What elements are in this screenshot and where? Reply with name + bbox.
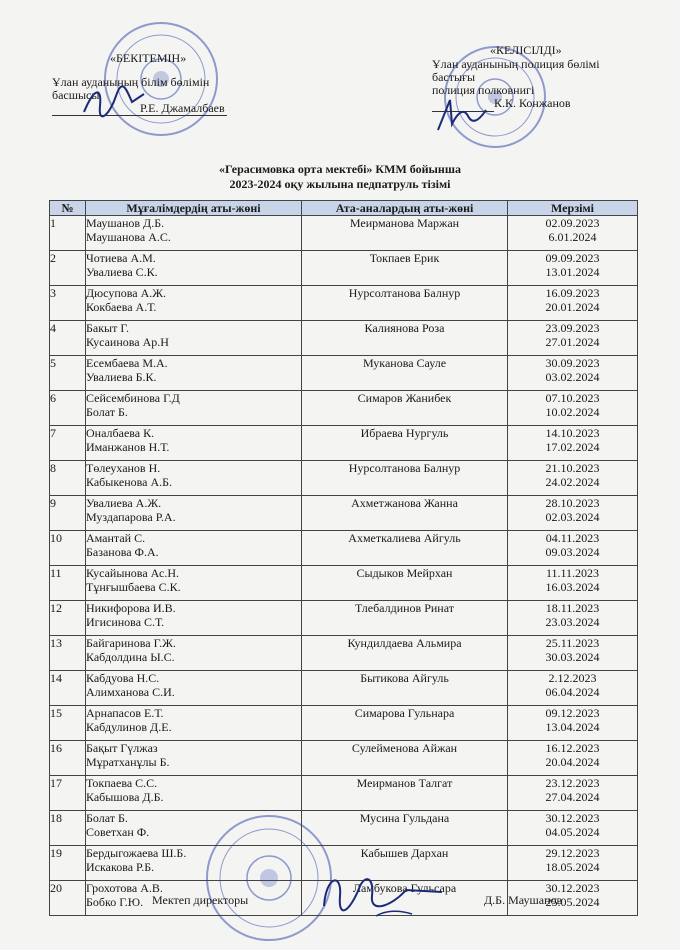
- row-number: 7: [50, 426, 86, 461]
- row-parent: Сулейменова Айжан: [302, 741, 508, 776]
- date-first: 11.11.2023: [545, 566, 600, 580]
- date-first: 16.12.2023: [545, 741, 600, 755]
- row-number: 9: [50, 496, 86, 531]
- row-parent: Ахметжанова Жанна: [302, 496, 508, 531]
- footer-director-name: Д.Б. Маушанов: [484, 893, 563, 907]
- teacher-2: Маушанова А.С.: [86, 230, 171, 244]
- row-dates: [508, 671, 638, 706]
- left-signature: [80, 82, 150, 122]
- heading-line1: «Герасимовка орта мектебі» КММ бойынша: [219, 162, 461, 176]
- table-row: [50, 531, 638, 566]
- row-number: 12: [50, 601, 86, 636]
- document-heading: [0, 162, 680, 192]
- row-teachers: [86, 601, 302, 636]
- approval-left-title: «БЕКІТЕМІН»: [110, 51, 187, 65]
- row-parent: Симаров Жанибек: [302, 391, 508, 426]
- row-parent: Сыдыков Мейрхан: [302, 566, 508, 601]
- row-teachers: [86, 566, 302, 601]
- date-second: 16.03.2024: [545, 580, 600, 594]
- row-dates: [508, 566, 638, 601]
- date-first: 23.12.2023: [545, 776, 600, 790]
- row-dates: [508, 496, 638, 531]
- teacher-2: Тұнғышбаева С.К.: [86, 580, 181, 594]
- date-first: 30.09.2023: [545, 356, 600, 370]
- row-number: 10: [50, 531, 86, 566]
- date-second: 27.04.2024: [545, 790, 600, 804]
- date-first: 25.11.2023: [545, 636, 600, 650]
- table-row: [50, 776, 638, 811]
- approval-right-line3: полиция полковнигі: [432, 83, 535, 97]
- row-parent: Кундилдаева Альмира: [302, 636, 508, 671]
- footer-director-title: Мектеп директоры: [152, 893, 249, 907]
- teacher-1: Арнапасов Е.Т.: [86, 706, 164, 720]
- date-first: 09.12.2023: [545, 706, 600, 720]
- teacher-1: Бакыт Г.: [86, 321, 129, 335]
- approval-right-line1: Ұлан ауданының полиция бөлімі: [432, 57, 600, 71]
- table-row: [50, 286, 638, 321]
- row-number: 2: [50, 251, 86, 286]
- date-second: 06.04.2024: [545, 685, 600, 699]
- date-second: 13.04.2024: [545, 720, 600, 734]
- teacher-1: Дюсупова А.Ж.: [86, 286, 166, 300]
- row-number: 14: [50, 671, 86, 706]
- table-row: [50, 636, 638, 671]
- date-first: 07.10.2023: [545, 391, 600, 405]
- col-header-teachers: Мұғалімдердің аты-жөні: [86, 201, 302, 216]
- date-second: 30.03.2024: [545, 650, 600, 664]
- teacher-2: Муздапарова Р.А.: [86, 510, 176, 524]
- teacher-1: Болат Б.: [86, 811, 128, 825]
- row-teachers: [86, 321, 302, 356]
- row-number: 8: [50, 461, 86, 496]
- heading-line2: 2023-2024 оқу жылына педпатруль тізімі: [229, 177, 451, 191]
- row-teachers: [86, 671, 302, 706]
- row-dates: [508, 811, 638, 846]
- approval-right-name: К.К. Конжанов: [494, 96, 571, 110]
- row-dates: [508, 636, 638, 671]
- row-number: 6: [50, 391, 86, 426]
- teacher-1: Оналбаева К.: [86, 426, 155, 440]
- row-number: 11: [50, 566, 86, 601]
- date-second: 02.03.2024: [545, 510, 600, 524]
- date-first: 04.11.2023: [545, 531, 600, 545]
- row-teachers: [86, 531, 302, 566]
- row-teachers: [86, 216, 302, 251]
- row-parent: Ламбукова Гульсара: [302, 881, 508, 916]
- row-parent: Меирманова Маржан: [302, 216, 508, 251]
- approval-right-title: «КЕЛІСІЛДІ»: [490, 43, 562, 57]
- row-dates: [508, 426, 638, 461]
- date-second: 6.01.2024: [548, 230, 597, 244]
- teacher-1: Сейсембинова Г.Д: [86, 391, 180, 405]
- teacher-1: Амантай С.: [86, 531, 146, 545]
- row-number: 15: [50, 706, 86, 741]
- director-signature: [316, 866, 446, 922]
- teacher-2: Кабдулинов Д.Е.: [86, 720, 172, 734]
- date-second: 23.03.2024: [545, 615, 600, 629]
- teacher-1: Байгаринова Г.Ж.: [86, 636, 176, 650]
- row-teachers: [86, 776, 302, 811]
- row-parent: Токпаев Ерик: [302, 251, 508, 286]
- date-second: 20.01.2024: [545, 300, 600, 314]
- teacher-2: Алимханова С.И.: [86, 685, 175, 699]
- teacher-1: Есембаева М.А.: [86, 356, 168, 370]
- teacher-2: Мұратханұлы Б.: [86, 755, 170, 769]
- row-dates: [508, 356, 638, 391]
- teacher-2: Иманжанов Н.Т.: [86, 440, 170, 454]
- date-second: 09.03.2024: [545, 545, 600, 559]
- teacher-2: Кокбаева А.Т.: [86, 300, 157, 314]
- date-first: 23.09.2023: [545, 321, 600, 335]
- row-parent: Калиянова Роза: [302, 321, 508, 356]
- teacher-1: Никифорова И.В.: [86, 601, 176, 615]
- table-body: [50, 216, 638, 916]
- table-row: [50, 251, 638, 286]
- row-dates: [508, 776, 638, 811]
- row-number: 5: [50, 356, 86, 391]
- teacher-1: Бердыгожаева Ш.Б.: [86, 846, 187, 860]
- table-row: [50, 391, 638, 426]
- approval-left-line1: Ұлан ауданының білім бөлімін: [52, 75, 210, 89]
- row-dates: [508, 846, 638, 881]
- date-second: 17.02.2024: [545, 440, 600, 454]
- row-parent: Мусина Гульдана: [302, 811, 508, 846]
- table-row: [50, 741, 638, 776]
- approval-left-name: Р.Е. Джамалбаев: [140, 101, 225, 115]
- row-parent: Бытикова Айгуль: [302, 671, 508, 706]
- approval-left-line2: басшысы: [52, 88, 100, 102]
- row-parent: Нурсолтанова Балнур: [302, 286, 508, 321]
- date-second: 03.02.2024: [545, 370, 600, 384]
- row-dates: [508, 216, 638, 251]
- teacher-2: Кабышова Д.Б.: [86, 790, 164, 804]
- row-dates: [508, 286, 638, 321]
- teacher-2: Искакова Р.Б.: [86, 860, 155, 874]
- teacher-2: Бобко Г.Ю.: [86, 895, 144, 909]
- teacher-1: Бақыт Гүлжаз: [86, 741, 158, 755]
- row-parent: Симарова Гульнара: [302, 706, 508, 741]
- right-signature: [432, 94, 492, 134]
- date-first: 16.09.2023: [545, 286, 600, 300]
- row-number: 20: [50, 881, 86, 916]
- date-second: 20.04.2024: [545, 755, 600, 769]
- row-dates: [508, 706, 638, 741]
- date-second: 04.05.2024: [545, 825, 600, 839]
- date-second: 24.02.2024: [545, 475, 600, 489]
- table-row: [50, 356, 638, 391]
- date-second: 10.02.2024: [545, 405, 600, 419]
- teacher-2: Игисинова С.Т.: [86, 615, 165, 629]
- row-parent: Ибраева Нургуль: [302, 426, 508, 461]
- date-first: 30.12.2023: [545, 811, 600, 825]
- row-teachers: [86, 391, 302, 426]
- teacher-2: Базанова Ф.А.: [86, 545, 159, 559]
- teacher-2: Кабыкенова А.Б.: [86, 475, 173, 489]
- table-row: [50, 321, 638, 356]
- row-parent: Нурсолтанова Балнур: [302, 461, 508, 496]
- date-first: 09.09.2023: [545, 251, 600, 265]
- teacher-1: Токпаева С.С.: [86, 776, 158, 790]
- teacher-1: Чотиева А.М.: [86, 251, 156, 265]
- row-dates: [508, 251, 638, 286]
- row-number: 13: [50, 636, 86, 671]
- row-dates: [508, 391, 638, 426]
- row-number: 17: [50, 776, 86, 811]
- row-teachers: [86, 741, 302, 776]
- row-teachers: [86, 286, 302, 321]
- table-row: [50, 706, 638, 741]
- date-first: 2.12.2023: [548, 671, 597, 685]
- row-number: 18: [50, 811, 86, 846]
- row-teachers: [86, 706, 302, 741]
- row-number: 19: [50, 846, 86, 881]
- teacher-1: Маушанов Д.Б.: [86, 216, 165, 230]
- teacher-2: Советхан Ф.: [86, 825, 150, 839]
- date-first: 30.12.2023: [545, 881, 600, 895]
- row-dates: [508, 741, 638, 776]
- teacher-2: Болат Б.: [86, 405, 128, 419]
- table-row: [50, 461, 638, 496]
- teacher-2: Увалиева Б.К.: [86, 370, 157, 384]
- date-second: 27.01.2024: [545, 335, 600, 349]
- row-parent: Кабышев Дархан: [302, 846, 508, 881]
- teacher-2: Кабдолдина Ы.С.: [86, 650, 175, 664]
- table-header-row: [50, 201, 638, 216]
- row-teachers: [86, 811, 302, 846]
- teacher-1: Кабдуова Н.С.: [86, 671, 160, 685]
- row-parent: Муканова Сауле: [302, 356, 508, 391]
- teacher-1: Кусайынова Ас.Н.: [86, 566, 179, 580]
- patrol-roster-table: [49, 200, 638, 916]
- approval-right-line2: бастығы: [432, 70, 476, 84]
- date-second: 18.05.2024: [545, 860, 600, 874]
- row-dates: [508, 321, 638, 356]
- date-second: 13.01.2024: [545, 265, 600, 279]
- date-first: 02.09.2023: [545, 216, 600, 230]
- row-parent: Ахметкалиева Айгуль: [302, 531, 508, 566]
- row-dates: [508, 461, 638, 496]
- row-parent: Тлебалдинов Ринат: [302, 601, 508, 636]
- row-number: 4: [50, 321, 86, 356]
- row-teachers: [86, 426, 302, 461]
- row-dates: [508, 601, 638, 636]
- row-teachers: [86, 636, 302, 671]
- date-first: 21.10.2023: [545, 461, 600, 475]
- table-row: [50, 566, 638, 601]
- teacher-2: Увалиева С.К.: [86, 265, 158, 279]
- row-parent: Меирманов Талгат: [302, 776, 508, 811]
- table-row: [50, 671, 638, 706]
- table-row: [50, 426, 638, 461]
- row-dates: [508, 531, 638, 566]
- table-row: [50, 496, 638, 531]
- teacher-1: Грохотова А.В.: [86, 881, 163, 895]
- col-header-number: №: [50, 201, 86, 216]
- teacher-2: Кусаинова Ар.Н: [86, 335, 169, 349]
- date-first: 18.11.2023: [545, 601, 600, 615]
- row-number: 3: [50, 286, 86, 321]
- row-teachers: [86, 356, 302, 391]
- teacher-1: Төлеуханов Н.: [86, 461, 161, 475]
- table-row: [50, 216, 638, 251]
- col-header-dates: Мерзімі: [508, 201, 638, 216]
- row-number: 16: [50, 741, 86, 776]
- row-teachers: [86, 846, 302, 881]
- row-number: 1: [50, 216, 86, 251]
- date-first: 29.12.2023: [545, 846, 600, 860]
- teacher-1: Увалиева А.Ж.: [86, 496, 162, 510]
- col-header-parents: Ата-аналардың аты-жөні: [302, 201, 508, 216]
- table-row: [50, 601, 638, 636]
- row-teachers: [86, 496, 302, 531]
- table-row: [50, 811, 638, 846]
- date-first: 14.10.2023: [545, 426, 600, 440]
- row-teachers: [86, 461, 302, 496]
- date-first: 28.10.2023: [545, 496, 600, 510]
- date-second: 25.05.2024: [545, 895, 600, 909]
- row-teachers: [86, 251, 302, 286]
